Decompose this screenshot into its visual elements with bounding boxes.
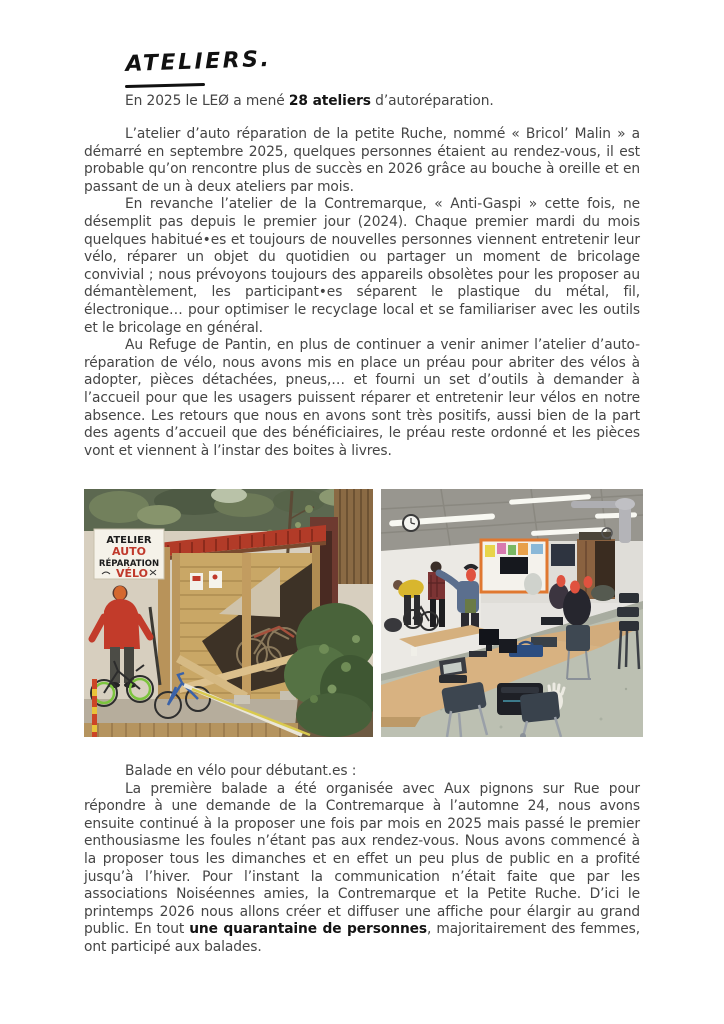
fence-slats [334, 489, 373, 584]
intro-line [84, 93, 640, 111]
paragraph-refuge-pantin: Au Refuge de Pantin, en plus de continuer a venir animer l’atelier d’auto-réparation de vélo, nous avons mis en place un préau pour abriter des vélos à adopter, pièces détachées, pneus,… et fourni un set d’outils à demander à l’accueil pour que les usagers puissent réparer et entretenir leur vélos en notre absence. Les retours que nous en avons sont très positifs, aussi bien de la part des agents d’accueil que des bénéficiaires, le préau reste ordonné et les pièces vont et viennent à l’instar des boites à livres. [84, 337, 640, 459]
paragraph-anti-gaspi: En revanche l’atelier de la Contremarque, « Anti-Gaspi » cette fois, ne désemplit pas depuis le premier jour (2024). Chaque premier mardi du mois quelques habitué•es et toujours de nouvelles personnes viennent entretenir leur vélo, réparer un objet du quotidien ou partager un moment de bricolage convivial ; nous prévoyons toujours des appareils obsolètes pour les proposer au démantèlement, les participant•es séparent le plastique du métal, fil, électronique… pour optimiser le recyclage local et se familiariser avec les outils et le bricolage en général. [84, 196, 640, 336]
body-paragraphs [84, 126, 640, 460]
shed-sign [94, 529, 164, 580]
paper-cup [411, 647, 417, 656]
window-panel [551, 544, 575, 566]
balade-pre: La première balade a été organisée avec Aux pignons sur Rue pour répondre à une demande de la Contremarque à l’automne 24, nous avons ensuite continué à la proposer une fois par mois en 2025 mais passé le premier enthousiasme les foules n’étant pas aux rendez-vous. Nous avons commencé à la proposer tous les dimanches et en effet un peu plus de public en a profité jusqu’à l’hiver. Pour l’instant la communication n’était faite que par les associations Noiséennes amies, la Contremarque et la Petite Ruche. D’ici le printemps 2026 nous allons créer et diffuser une affiche pour élargir au grand public. En tout [84, 780, 640, 938]
balade-heading: Balade en vélo pour débutant.es : [125, 763, 357, 779]
marker-pole [92, 679, 97, 737]
intro-pre: En 2025 le LEØ a mené [125, 93, 289, 109]
photo-indoor-workshop [381, 489, 643, 737]
photo-indoor-workshop-svg [381, 489, 643, 737]
sign-line-atelier: ATELIER [106, 535, 152, 546]
intro-bold-count: 28 ateliers [288, 93, 371, 109]
photo-bike-shed-svg [84, 489, 373, 737]
photo-bike-shed [84, 489, 373, 737]
sign-line-auto: AUTO [112, 545, 146, 558]
photo-row [84, 489, 643, 737]
page-title: ATELIERS. [125, 46, 272, 77]
balade-paragraph [84, 781, 640, 957]
sign-line-reparation: RÉPARATION [98, 559, 160, 569]
title-underline [125, 83, 205, 88]
balade-bold-count: une quarantaine de personnes [189, 921, 428, 938]
balade-post: , majoritairement des femmes, ont participé aux balades. [84, 921, 640, 955]
sign-line-velo: VÉLO [116, 567, 148, 580]
balade-section [84, 763, 640, 957]
wall-clock [403, 515, 419, 531]
intro-post: d’autoréparation. [370, 93, 494, 109]
paragraph-bricol-malin: L’atelier d’auto réparation de la petite Ruche, nommé « Bricol’ Malin » a démarré en septembre 2025, quelques personnes étaient au rendez-vous, il est probable qu’on rencontre plus de succès en 2026 grâce au bouche à oreille et en passant de un à deux ateliers par mois. [84, 126, 640, 195]
person-hooded [524, 573, 542, 595]
tv-screen [500, 557, 528, 574]
